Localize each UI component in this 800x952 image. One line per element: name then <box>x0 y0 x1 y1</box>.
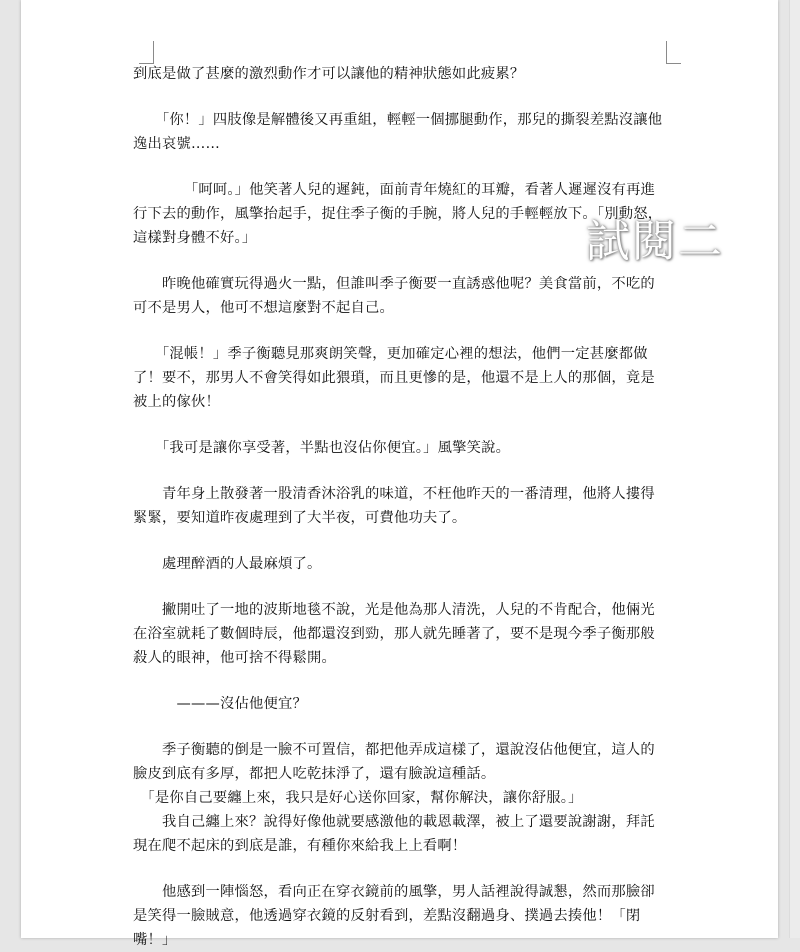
paragraph: 青年身上散發著一股清香沐浴乳的味道，不枉他昨天的一番清理，他將人摟得緊緊，要知道昨夜處理到了大半夜，可費他功夫了。 <box>133 486 655 526</box>
paragraph: 我自己纏上來？說得好像他就要感激他的載恩載澤，被上了還要說謝謝，拜託現在爬不起床的到底是誰，有種你來給我上上看啊！ <box>133 814 655 854</box>
paragraph: 處理醉酒的人最麻煩了。 <box>133 556 322 572</box>
paragraph: 「我可是讓你享受著，半點也沒佔你便宜。」風擎笑說。 <box>133 440 511 456</box>
preview-watermark: 試閱二 <box>586 216 724 267</box>
paragraph: 「你！」四肢像是解體後又再重組，輕輕一個挪腿動作，那兒的撕裂差點沒讓他逸出哀號…… <box>133 112 663 152</box>
paragraph: 「混帳！」季子衡聽見那爽朗笑聲，更加確定心裡的想法，他們一定甚麼都做了！要不，那男人不會笑得如此猥瑣，而且更慘的是，他還不是上人的那個，竟是被上的傢伙！ <box>133 346 655 410</box>
paragraph: 季子衡聽的倒是一臉不可置信，都把他弄成這樣了，還說沒佔他便宜，這人的臉皮到底有多厚，都把人吃乾抹淨了，還有臉說這種話。 <box>133 742 655 782</box>
paragraph: ———沒佔他便宜？ <box>133 696 307 712</box>
document-page <box>21 0 778 948</box>
paragraph: 「呵呵。」他笑著人兒的遲鈍，面前青年燒紅的耳瓣，看著人遲遲沒有再進行下去的動作，風擎抬起手，捉住季子衡的手腕，將人兒的手輕輕放下。「別動怒，這樣對身體不好。」 <box>133 182 663 246</box>
document-body[interactable] <box>133 62 668 952</box>
paragraph: 到底是做了甚麼的激烈動作才可以讓他的精神狀態如此疲累？ <box>133 66 525 82</box>
margin-crop-mark-top-right <box>666 41 681 64</box>
paragraph: 「是你自己要纏上來，我只是好心送你回家，幫你解決，讓你舒服。」 <box>133 790 583 806</box>
vertical-scrollbar[interactable] <box>789 0 800 938</box>
paragraph: 他感到一陣惱怒，看向正在穿衣鏡前的風擎，男人話裡說得誠懇，然而那臉卻是笑得一臉賊意，他透過穿衣鏡的反射看到，差點沒翻過身、撲過去揍他！「閉嘴！」 <box>133 884 655 948</box>
margin-crop-mark-top-left <box>139 41 154 64</box>
paragraph: 昨晚他確實玩得過火一點，但誰叫季子衡要一直誘惑他呢？美食當前，不吃的可不是男人，他可不想這麼對不起自己。 <box>133 276 655 316</box>
paragraph: 撇開吐了一地的波斯地毯不說，光是他為那人清洗，人兒的不肯配合，他倆光在浴室就耗了數個時辰，他都還沒到勁，那人就先睡著了，要不是現今季子衡那般殺人的眼神，他可捨不得鬆開。 <box>133 602 655 666</box>
